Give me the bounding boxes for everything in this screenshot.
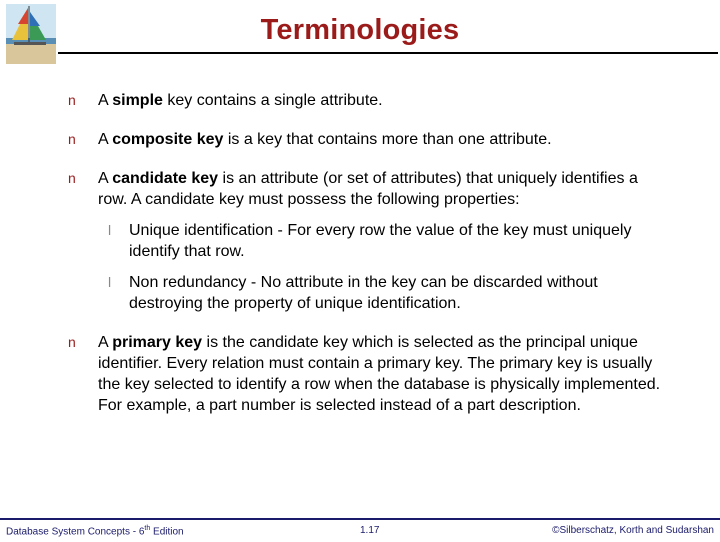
- bullet-marker: n: [68, 131, 76, 147]
- bullet-list: [68, 90, 668, 434]
- footer-book-title: Database System Concepts - 6th Edition: [6, 525, 184, 538]
- page-title: Terminologies: [260, 14, 460, 46]
- sub-bullet-marker: l: [108, 274, 112, 290]
- title-divider: [58, 52, 718, 54]
- candidate-properties: [98, 220, 668, 314]
- sub-bullet-marker: l: [108, 222, 112, 238]
- footer-copyright: ©Silberschatz, Korth and Sudarshan: [552, 525, 714, 536]
- footer: [0, 518, 720, 542]
- bullet-primary-key: n A primary key is the candidate key which is selected as the principal unique identifier. Every relation must contain a primary key. The primary key is usually the key selected to identify a row when the database is physically implemented. For example, a part number is selected instead of a part description.: [68, 334, 661, 414]
- bullet-simple-key: n A simple key contains a single attribute.: [68, 92, 383, 109]
- sub-bullet-unique-identification: l Unique identification - For every row the value of the key must uniquely identify that row.: [108, 222, 632, 260]
- term-primary-key: primary key: [112, 334, 203, 351]
- bullet-marker: n: [68, 334, 76, 350]
- bullet-marker: n: [68, 92, 76, 108]
- bullet-composite-key: n A composite key is a key that contains more than one attribute.: [68, 131, 552, 148]
- term-simple: simple: [112, 92, 163, 109]
- bullet-candidate-key: n A candidate key is an attribute (or set of attributes) that uniquely identifies a row. A candidate key must possess the following properties: l Unique identification - For every row the value of the key must uniquely identify that row. l Non redundancy - No attribute in the key can be discarded without destroying the property of unique identification.: [68, 168, 668, 314]
- bullet-marker: n: [68, 170, 76, 186]
- sub-bullet-non-redundancy: l Non redundancy - No attribute in the key can be discarded without destroying the property of unique identification.: [108, 274, 598, 312]
- term-candidate-key: candidate key: [112, 170, 219, 187]
- term-composite-key: composite key: [112, 131, 224, 148]
- footer-page-number: 1.17: [360, 525, 380, 536]
